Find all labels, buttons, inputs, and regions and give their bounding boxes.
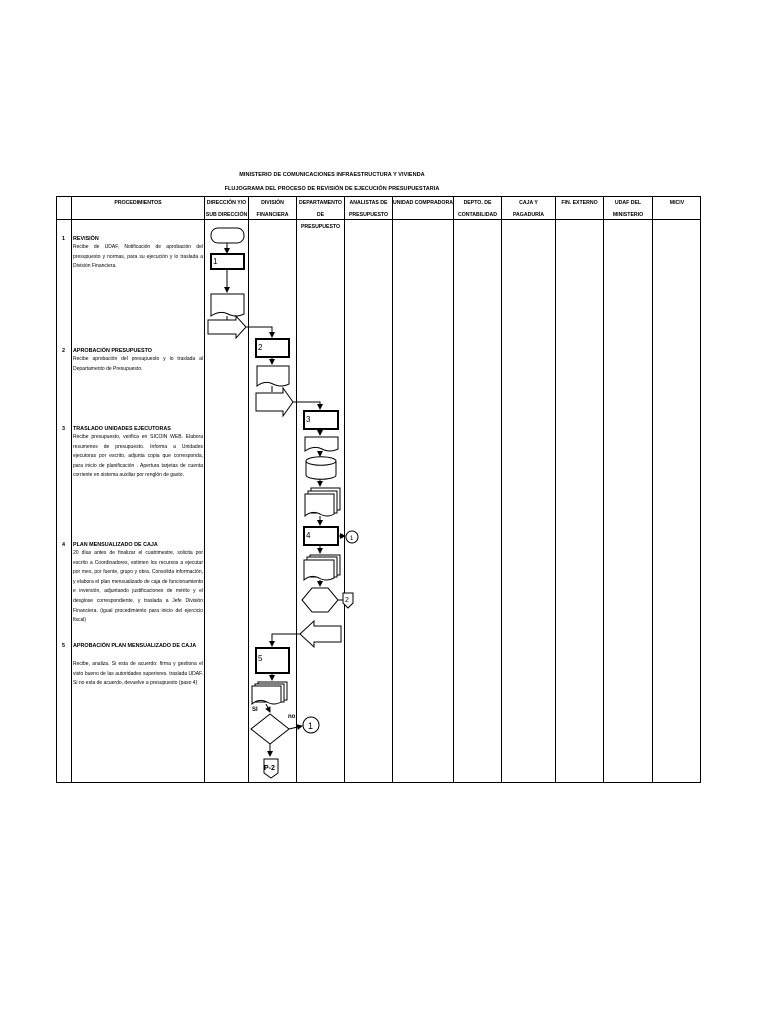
box-label: 3 [306,415,311,424]
return-arrow [300,621,341,647]
header-line: DEPTO. DE [463,200,492,206]
connector-label: 1 [350,536,354,542]
step-body: Recibe, analiza. Si esta de acuerdo: firma y gestiona el visto bueno de las autoridades superiores. traslada UDAF. Si no esta de acuerdo, devuelve a presupuesto (paso 4) [73,661,203,687]
header-line: UDAF DEL [614,200,642,206]
connector-label: 2 [345,597,349,604]
step-body: Recibe aprobación del presupuesto y lo traslada al Departamento de Presupuesto. [73,356,203,372]
step-body: 20 días antes de finalizar el cuatrimestre, solicita por escrito a Coordinadores, estimen los recursos a ejecutar por mes, por fuente, grupo y obra. Consolida información, y elabora el plan mensualizado de caja de funcionamiento e inversión, adjuntando justificaciones de mérito y el desglose correspondiente, y traslada a Jefe División Financiera. (igual procedimiento para inicio del ejercicio fiscal) [73,550,203,624]
header-line: DIRECCIÓN Y/O [206,200,247,206]
step-title: TRASLADO UNIDADES EJECUTORAS [73,426,171,432]
header-line: ANALISTAS DE [349,200,388,206]
header-line: CONTABILIDAD [457,212,498,218]
header-line: MINISTERIO [612,212,644,218]
document-shape [257,366,289,386]
step-title: PLAN MENSUALIZADO DE CAJA [73,542,158,548]
decision-diamond [251,714,289,744]
flow-line [246,327,272,337]
decision-no-label: no [288,714,296,720]
decision-yes-label: SI [252,707,258,713]
offpage-label: P-2 [264,765,275,772]
step-title: REVISIÓN [73,236,99,242]
multi-document-shape [305,494,334,516]
document-subtitle: FLUJOGRAMA DEL PROCESO DE REVISIÓN DE EJECUCIÓN PRESUPUESTARIA [224,186,440,192]
preparation-hexagon [302,588,338,612]
header-line: CAJA Y [519,200,538,206]
off-page-arrow [256,388,293,416]
step-title: APROBACIÓN PLAN MENSUALIZADO DE CAJA [73,643,197,649]
step-number: 3 [62,426,65,432]
header-line: PRESUPUESTO [348,212,389,218]
step-number: 5 [62,643,65,649]
box-label: 4 [306,531,311,540]
header-line: SUB DIRECCIÓN [205,212,248,218]
header-line: DEPARTAMENTO [299,200,342,206]
document-title: MINISTERIO DE COMUNICACIONES INFRAESTRUCTURA Y VIVIENDA [239,172,425,178]
document-shape [211,294,244,316]
step-number: 2 [62,348,65,354]
box-label: 1 [213,257,218,266]
header-line: PROCEDIMIENTOS [114,200,162,206]
flow-line [272,634,300,646]
multi-document-shape [304,560,334,580]
step-body: Recibe presupuesto, verifica en SICOIN WEB. Elabora resumenes de presupuesto. Informa a Unidades ejecutoras por escrito, adjunta copia que corresponda, para inicio de planificación . Apertura tarjetas de cuenta corriente en sistema auxiliar por renglón de gasto. [73,434,203,479]
header-line: FINANCIERA [256,212,289,218]
header-line: DIVISIÓN [261,200,284,206]
header-line: PAGADURÍA [512,212,545,218]
flow-line [266,704,270,712]
database-shape [306,457,336,480]
start-terminal [211,228,244,243]
step-title: APROBACIÓN PRESUPUESTO [73,348,152,354]
box-label: 2 [258,343,263,352]
box-label: 5 [258,654,263,663]
header-line: DE PRESUPUESTO [300,212,341,230]
step-number: 1 [62,236,65,242]
header-line: UNIDAD COMPRADORA [393,200,453,206]
flow-line [293,402,320,409]
multi-document-shape [252,686,281,704]
step-body: Recibe de UDAF, Notificación de aprobación del presupuesto y normas, para su ejecución y lo traslada a División Financiera. [73,244,203,270]
flow-line [289,726,302,729]
step-number: 4 [62,542,65,548]
header-line: FIN. EXTERNO [561,200,598,206]
header-line: MICIV [669,200,685,206]
document-shape [305,437,338,451]
connector-label: 1 [308,721,314,731]
